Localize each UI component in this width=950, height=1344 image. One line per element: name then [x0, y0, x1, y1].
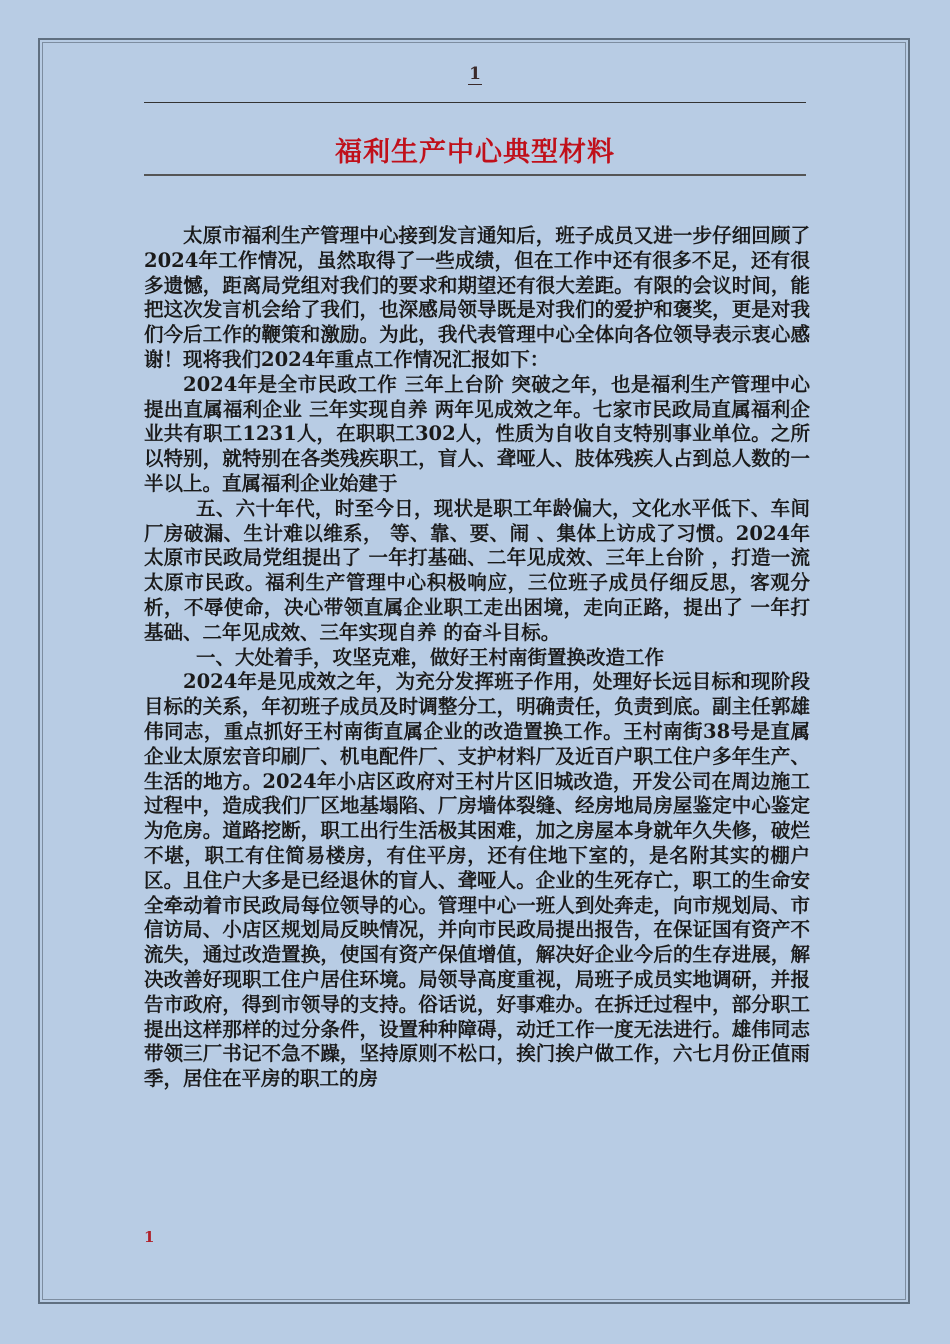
header-page-number: 1	[469, 64, 481, 84]
paragraph: 五、六十年代，时至今日，现状是职工年龄偏大，文化水平低下、车间厂房破漏、生计难以维系， 等、靠、要、闹 、集体上访成了习惯。2024年太原市民政局党组提出了 一年打基础、二年见成效、三年上台阶 ，打造一流太原市民政。福利生产管理中心积极响应，三位班子成员仔细反思，客观分析，不辱使命，决心带领直属企业职工走出困境，走向正路，提出了 一年打基础、二年见成效、三年实现自养 的奋斗目标。	[144, 496, 810, 644]
paragraph: 太原市福利生产管理中心接到发言通知后，班子成员又进一步仔细回顾了2024年工作情况，虽然取得了一些成绩，但在工作中还有很多不足，还有很多遗憾，距离局党组对我们的要求和期望还有很大差距。有限的会议时间，能把这次发言机会给了我们，也深感局领导既是对我们的爱护和褒奖，更是对我们今后工作的鞭策和激励。为此，我代表管理中心全体向各位领导表示衷心感谢！现将我们2024年重点工作情况汇报如下：	[144, 224, 810, 371]
section-heading: 一、大处着手，攻坚克难，做好王村南街置换改造工作	[196, 645, 665, 669]
header-rule	[144, 102, 806, 103]
title-rule	[144, 174, 806, 176]
paragraph: 2024年是全市民政工作 三年上台阶 突破之年，也是福利生产管理中心提出直属福利企业 三年实现自养 两年见成效之年。七家市民政局直属福利企业共有职工1231人，在职职工302人，性质为自收自支特别事业单位。之所以特别，就特别在各类残疾职工，盲人、聋哑人、肢体残疾人占到总人数的一半以上。直属福利企业始建于	[144, 372, 810, 495]
paragraph: 2024年是见成效之年，为充分发挥班子作用，处理好长远目标和现阶段目标的关系，年初班子成员及时调整分工，明确责任，负责到底。副主任郭雄伟同志，重点抓好王村南街直属企业的改造置换工作。王村南街38号是直属企业太原宏音印刷厂、机电配件厂、支护材料厂及近百户职工住户多年生产、生活的地方。2024年小店区政府对王村片区旧城改造，开发公司在周边施工过程中，造成我们厂区地基塌陷、厂房墙体裂缝、经房地局房屋鉴定中心鉴定为危房。道路挖断，职工出行生活极其困难，加之房屋本身就年久失修，破烂不堪，职工有住简易楼房，有住平房，还有住地下室的，是名附其实的棚户区。且住户大多是已经退休的盲人、聋哑人。企业的生死存亡，职工的生命安全牵动着市民政局每位领导的心。管理中心一班人到处奔走，向市规划局、市信访局、小店区规划局反映情况，并向市民政局提出报告，在保证国有资产不流失，通过改造置换，使国有资产保值增值，解决好企业今后的生存进展，解决改善好现职工住户居住环境。局领导高度重视，局班子成员实地调研，并报告市政府，得到市领导的支持。俗话说，好事难办。在拆迁过程中，部分职工提出这样那样的过分条件，设置种种障碍，动迁工作一度无法进行。雄伟同志带领三厂书记不急不躁，坚持原则不松口，挨门挨户做工作，六七月份正值雨季，居住在平房的职工的房	[144, 670, 810, 1091]
footer-page-number: 1	[144, 1228, 155, 1246]
document-body	[144, 224, 810, 1092]
document-title: 福利生产中心典型材料	[335, 137, 615, 168]
